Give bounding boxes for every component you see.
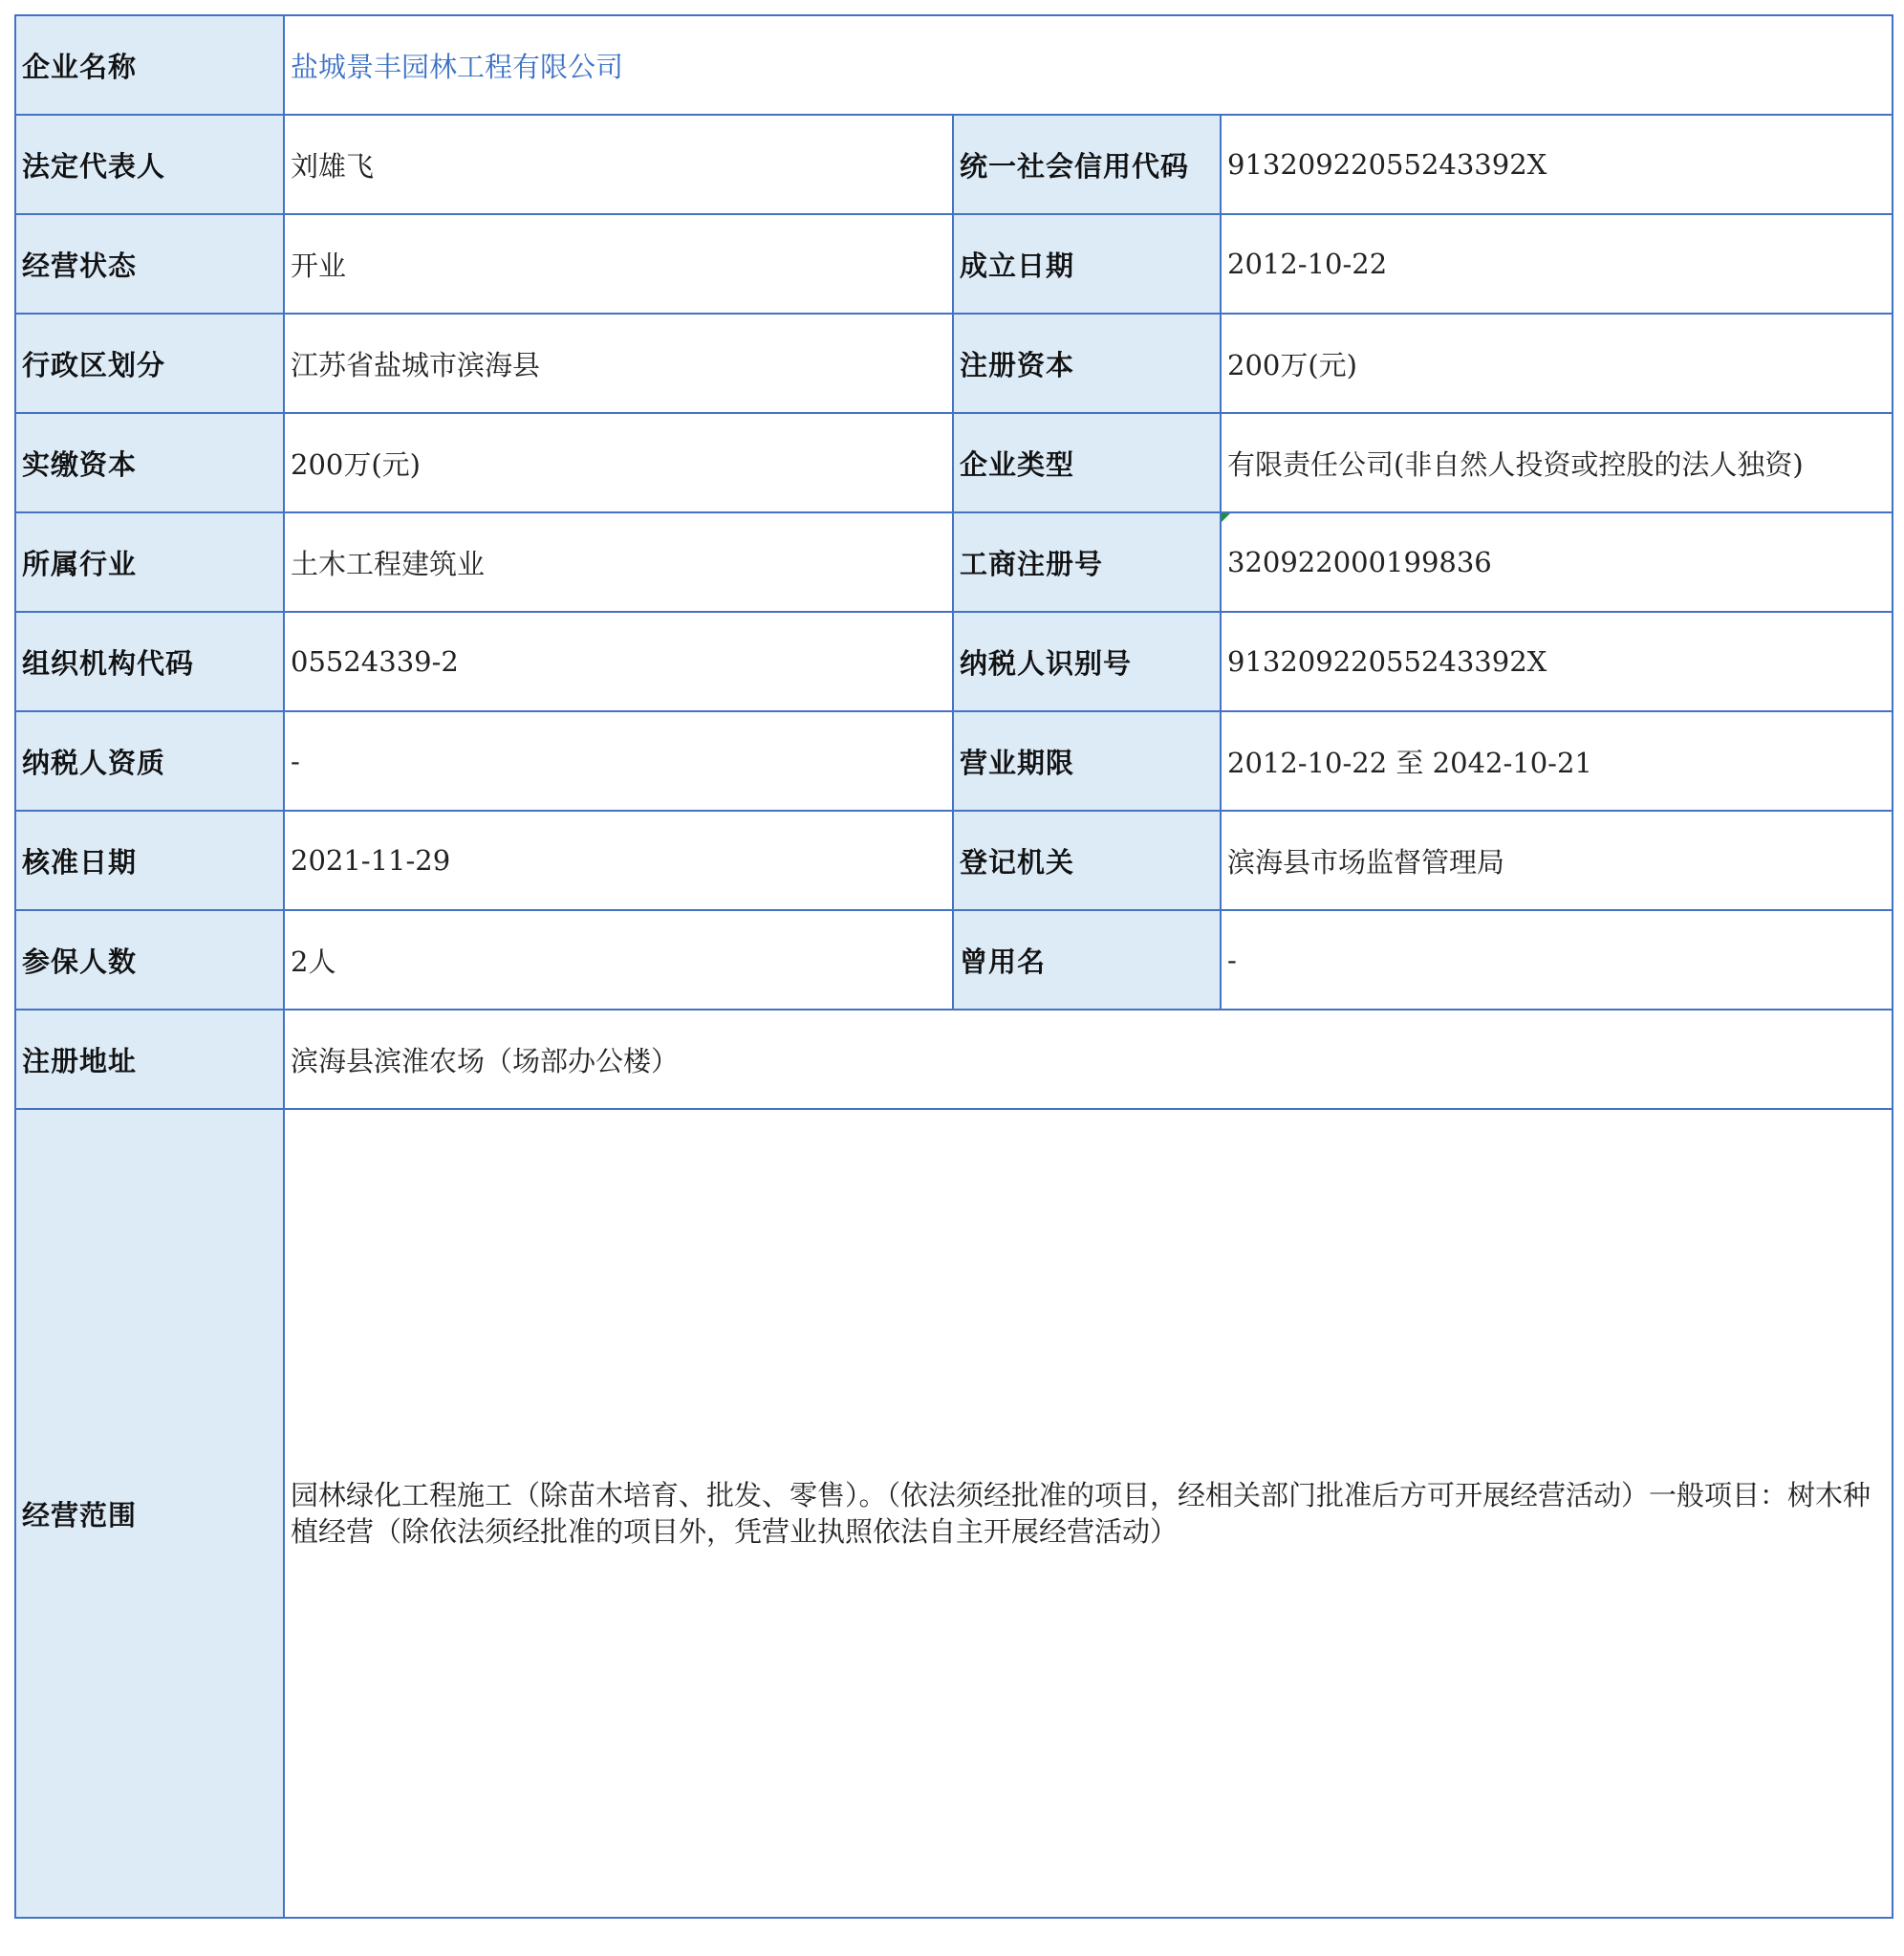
row-approval-date: [15, 811, 1893, 910]
business-scope-value: 园林绿化工程施工（除苗木培育、批发、零售）。（依法须经批准的项目，经相关部门批准后方可开展经营活动）一般项目：树木种植经营（除依法须经批准的项目外，凭营业执照依法自主开展经营活动）: [284, 1109, 1893, 1918]
row-industry: [15, 512, 1893, 612]
registered-address-label: 注册地址: [15, 1010, 284, 1109]
row-org-code: [15, 612, 1893, 711]
row-insured-count: [15, 910, 1893, 1010]
registration-authority-label: 登记机关: [953, 811, 1221, 910]
taxpayer-qualification-label: 纳税人资质: [15, 711, 284, 811]
insured-count-value: 2人: [284, 910, 953, 1010]
row-legal-rep: [15, 115, 1893, 214]
org-code-value: 05524339-2: [284, 612, 953, 711]
row-taxpayer-qualification: [15, 711, 1893, 811]
established-date-value: 2012-10-22: [1221, 214, 1893, 314]
row-status: [15, 214, 1893, 314]
row-paid-capital: [15, 413, 1893, 512]
paid-capital-label: 实缴资本: [15, 413, 284, 512]
paid-capital-value: 200万(元): [284, 413, 953, 512]
company-type-value: 有限责任公司(非自然人投资或控股的法人独资): [1221, 413, 1893, 512]
credit-code-label: 统一社会信用代码: [953, 115, 1221, 214]
business-reg-number-value: 320922000199836: [1221, 512, 1893, 612]
company-name-value[interactable]: 盐城景丰园林工程有限公司: [284, 15, 1893, 115]
registered-capital-value: 200万(元): [1221, 314, 1893, 413]
industry-value: 土木工程建筑业: [284, 512, 953, 612]
former-name-value: -: [1221, 910, 1893, 1010]
region-value: 江苏省盐城市滨海县: [284, 314, 953, 413]
row-business-scope: [15, 1109, 1893, 1918]
insured-count-label: 参保人数: [15, 910, 284, 1010]
company-info-table: [14, 14, 1893, 1919]
status-value: 开业: [284, 214, 953, 314]
registered-capital-label: 注册资本: [953, 314, 1221, 413]
industry-label: 所属行业: [15, 512, 284, 612]
company-name-label: 企业名称: [15, 15, 284, 115]
taxpayer-id-label: 纳税人识别号: [953, 612, 1221, 711]
row-registered-address: [15, 1010, 1893, 1109]
former-name-label: 曾用名: [953, 910, 1221, 1010]
approval-date-value: 2021-11-29: [284, 811, 953, 910]
registered-address-value: 滨海县滨淮农场（场部办公楼）: [284, 1010, 1893, 1109]
business-term-value: 2012-10-22 至 2042-10-21: [1221, 711, 1893, 811]
taxpayer-qualification-value: -: [284, 711, 953, 811]
business-reg-number-label: 工商注册号: [953, 512, 1221, 612]
taxpayer-id-value: 91320922055243392X: [1221, 612, 1893, 711]
legal-rep-value: 刘雄飞: [284, 115, 953, 214]
row-company-name: [15, 15, 1893, 115]
established-date-label: 成立日期: [953, 214, 1221, 314]
business-term-label: 营业期限: [953, 711, 1221, 811]
legal-rep-label: 法定代表人: [15, 115, 284, 214]
approval-date-label: 核准日期: [15, 811, 284, 910]
row-region: [15, 314, 1893, 413]
business-scope-label: 经营范围: [15, 1109, 284, 1918]
credit-code-value: 91320922055243392X: [1221, 115, 1893, 214]
registration-authority-value: 滨海县市场监督管理局: [1221, 811, 1893, 910]
company-type-label: 企业类型: [953, 413, 1221, 512]
org-code-label: 组织机构代码: [15, 612, 284, 711]
region-label: 行政区划分: [15, 314, 284, 413]
status-label: 经营状态: [15, 214, 284, 314]
